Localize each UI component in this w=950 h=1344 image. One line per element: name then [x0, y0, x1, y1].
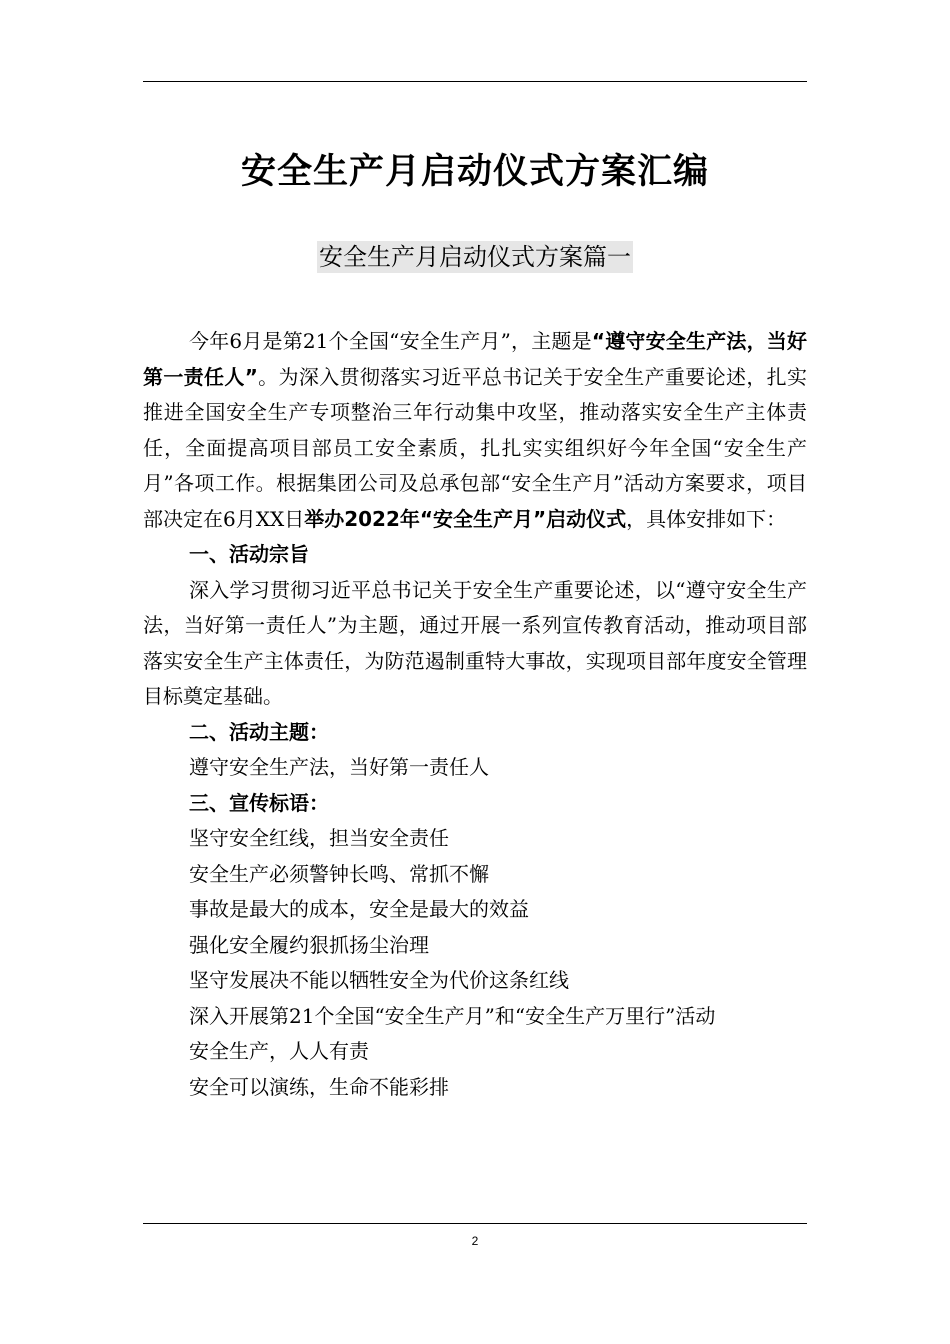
slogan-item: 深入开展第21个全国“安全生产月”和“安全生产万里行”活动 — [189, 1003, 716, 1028]
slogan-item: 安全可以演练，生命不能彩排 — [189, 1074, 449, 1099]
section-3-heading: 三、宣传标语： — [189, 790, 329, 815]
slogan-item: 坚守安全红线，担当安全责任 — [189, 826, 449, 850]
page-number: 2 — [471, 1234, 479, 1248]
intro-paragraph — [143, 324, 807, 537]
header-rule — [143, 81, 807, 82]
intro-theme-bold: “遵守安全生产法，当好第一责任人” — [143, 329, 807, 389]
subtitle-container — [0, 241, 950, 273]
section-1-text: 深入学习贯彻习近平总书记关于安全生产重要论述，以“遵守安全生产法，当好第一责任人”为主题，通过开展一系列宣传教育活动，推动项目部落实安全生产主体责任，为防范遏制重特大事故，实现项目部年度安全管理目标奠定基础。 — [143, 577, 807, 708]
section-subtitle: 安全生产月启动仪式方案篇一 — [319, 243, 631, 271]
section-1-heading: 一、活动宗旨 — [189, 542, 309, 566]
slogan-item: 安全生产，人人有责 — [189, 1039, 369, 1063]
intro-text-1: 今年6月是第21个全国“安全生产月”，主题是 — [189, 329, 592, 353]
section-2-text: 遵守安全生产法，当好第一责任人 — [189, 755, 489, 779]
document-body — [143, 324, 807, 1105]
slogan-item: 事故是最大的成本，安全是最大的效益 — [189, 897, 529, 921]
intro-text-3: ，具体安排如下： — [626, 506, 787, 531]
footer-rule — [143, 1223, 807, 1224]
document-title: 安全生产月启动仪式方案汇编 — [240, 152, 709, 192]
intro-event-bold: 举办2022年“安全生产月”启动仪式 — [304, 506, 627, 531]
section-2-heading: 二、活动主题： — [189, 719, 329, 744]
slogan-item: 强化安全履约狠抓扬尘治理 — [189, 932, 429, 957]
slogan-item: 坚守发展决不能以牺牲安全为代价这条红线 — [189, 968, 569, 992]
slogan-item: 安全生产必须警钟长鸣、常抓不懈 — [189, 861, 489, 886]
intro-text-2: 。为深入贯彻落实习近平总书记关于安全生产重要论述，扎实推进全国安全生产专项整治三年行动集中攻坚，推动落实安全生产主体责任，全面提高项目部员工安全素质，扎扎实实组织好今年全国“安全生产月”各项工作。根据集团公司及总承包部“安全生产月”活动方案要求，项目部决定在6月XX日 — [143, 364, 807, 531]
